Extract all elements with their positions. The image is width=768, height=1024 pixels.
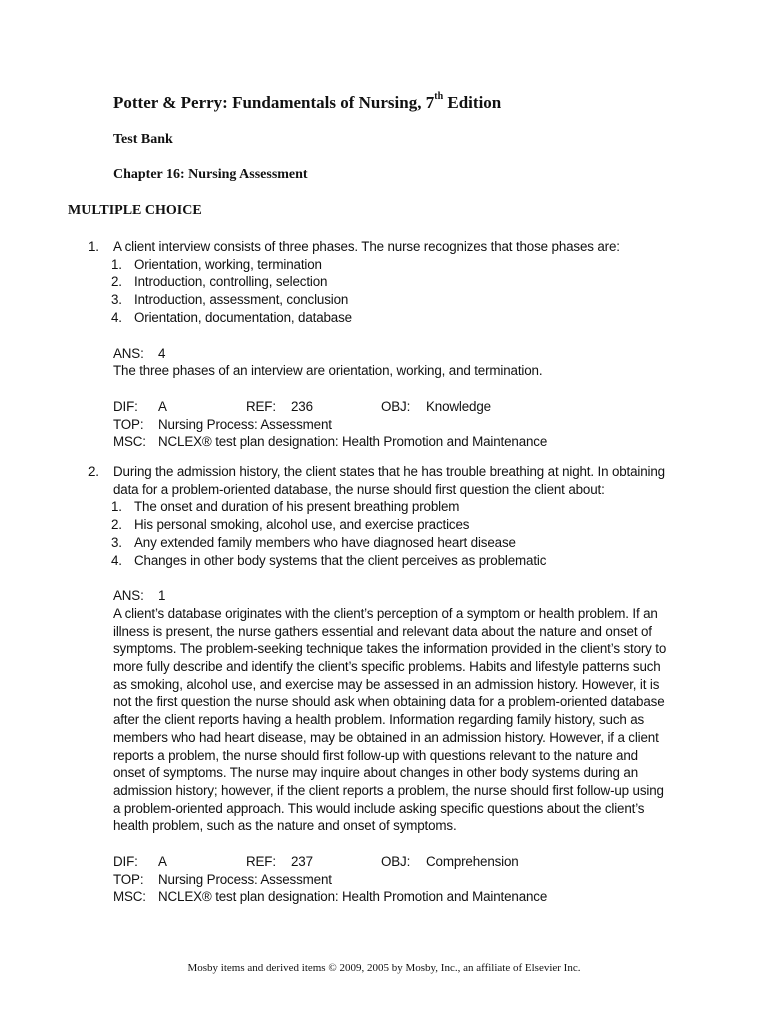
copyright-footer: Mosby items and derived items © 2009, 2005 by Mosby, Inc., an affiliate of Elsevier Inc. [187,962,581,974]
subtitle: Test Bank [113,132,173,147]
answer-line [113,345,668,363]
option-item [88,498,668,516]
option-item [88,256,668,274]
rationale: The three phases of an interview are orientation, working, and termination. [113,363,543,379]
dif-label: DIF: [113,398,138,414]
obj-value: Knowledge [426,398,491,414]
section-heading: MULTIPLE CHOICE [68,203,202,218]
ref-value: 236 [291,398,313,414]
meta-row-dif [88,398,668,416]
title-superscript: th [434,91,444,103]
option-item [88,309,668,327]
answer-label: ANS: [113,588,144,604]
answer-line [113,587,668,605]
option-text: Changes in other body systems that the client perceives as problematic [134,552,547,568]
msc-label: MSC: [113,889,146,905]
ref-value: 237 [291,854,313,870]
option-text: His personal smoking, alcohol use, and exercise practices [134,517,470,533]
meta-row-msc [88,888,668,906]
option-text: Introduction, controlling, selection [134,274,328,290]
obj-label: OBJ: [381,398,411,414]
rationale: A client’s database originates with the client’s perception of a symptom or health problem. If an illness is present, the nurse gathers essential and relevant data about the nature and onset of symptoms. The problem-seeking technique takes the information provided in the client’s story to more fully describe and identify the client’s specific problems. Habits and lifestyle patterns such as smoking, alcohol use, and exercise may be assessed in an admission history. However, it is not the first question the nurse should ask when obtaining data for a problem-oriented database after the client reports having a health problem. Information regarding family history, such as members who had heart disease, may be obtained in an admission history. However, if a client reports a problem, the nurse should first follow-up with questions relevant to the nature and onset of symptoms. The nurse may inquire about changes in other body systems during an admission history; however, if the client reports a problem, the nurse should first follow-up using a problem-oriented approach. This would include asking specific questions about the client’s health problem, such as the nature and onset of symptoms. [113,605,667,834]
ref-label: REF: [246,854,276,870]
question-stem [88,238,668,256]
chapter-heading: Chapter 16: Nursing Assessment [113,167,308,182]
option-list [88,498,668,569]
obj-value: Comprehension [426,854,519,870]
dif-value: A [158,854,167,870]
question-1 [88,238,668,451]
answer-value: 1 [158,588,166,604]
option-text: Orientation, documentation, database [134,309,352,325]
option-item [88,273,668,291]
option-number: 4. [111,552,122,568]
question-number: 1. [88,239,99,254]
meta-row-top [88,416,668,434]
meta-row-dif [88,853,668,871]
question-number: 2. [88,464,99,479]
option-number: 2. [111,517,122,533]
dif-label: DIF: [113,854,138,870]
option-number: 3. [111,292,122,308]
answer-value: 4 [158,345,166,361]
option-number: 1. [111,256,122,272]
question-2 [88,463,668,906]
top-value: Nursing Process: Assessment [158,416,332,432]
top-label: TOP: [113,871,144,887]
msc-value: NCLEX® test plan designation: Health Promotion and Maintenance [158,434,548,450]
question-text: During the admission history, the client states that he has trouble breathing at night. In obtaining data for a problem-oriented database, the nurse should first question the client about: [113,464,665,497]
answer-block [88,587,668,835]
msc-value: NCLEX® test plan designation: Health Promotion and Maintenance [158,889,548,905]
option-text: Orientation, working, termination [134,256,322,272]
option-text: Introduction, assessment, conclusion [134,292,349,308]
ref-label: REF: [246,398,276,414]
title-main: Potter & Perry: Fundamentals of Nursing, 7 [113,93,435,112]
option-item [88,291,668,309]
title-end: Edition [443,93,502,112]
option-list [88,256,668,327]
option-item [88,516,668,534]
answer-block [88,345,668,380]
option-number: 1. [111,499,122,515]
option-text: The onset and duration of his present breathing problem [134,499,460,515]
top-label: TOP: [113,416,144,432]
option-item [88,534,668,552]
question-stem [88,463,668,498]
top-value: Nursing Process: Assessment [158,871,332,887]
question-text: A client interview consists of three phases. The nurse recognizes that those phases are: [113,239,620,254]
option-number: 4. [111,309,122,325]
answer-label: ANS: [113,345,144,361]
option-text: Any extended family members who have diagnosed heart disease [134,534,516,550]
option-number: 2. [111,274,122,290]
msc-label: MSC: [113,434,146,450]
option-number: 3. [111,534,122,550]
option-item [88,552,668,570]
obj-label: OBJ: [381,854,411,870]
dif-value: A [158,398,167,414]
meta-row-top [88,871,668,889]
meta-row-msc [88,433,668,451]
page-title [113,93,501,113]
